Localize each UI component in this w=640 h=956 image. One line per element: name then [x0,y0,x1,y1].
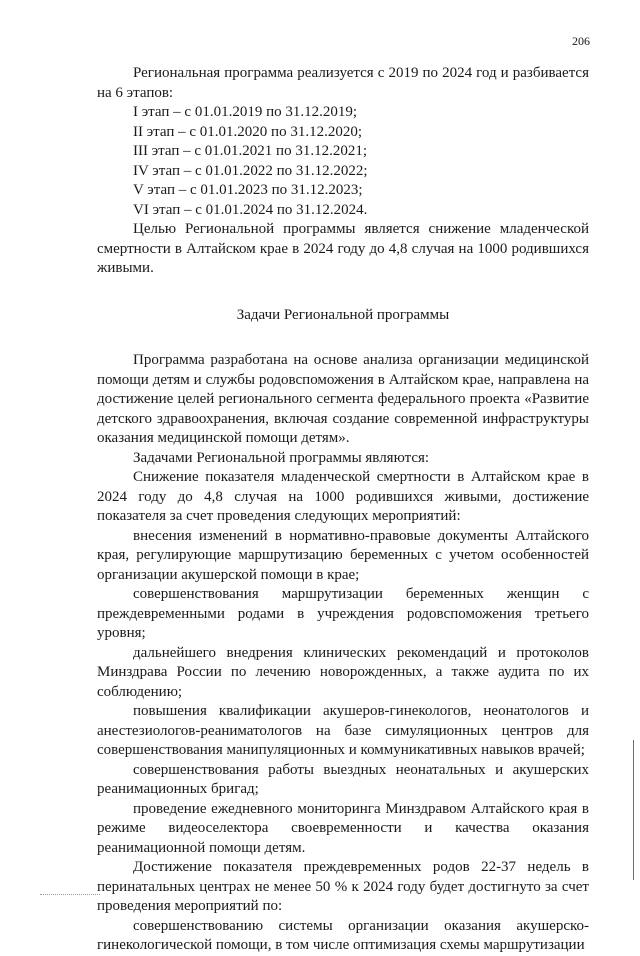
intro-paragraph: Региональная программа реализуется с 2019 по 2024 год и разбивается на 6 этапов: [97,65,589,101]
body-paragraph: совершенствования маршрутизации беременных женщин с преждевременными родами в учреждения родовспоможения третьего уровня; [97,586,589,641]
body-paragraph: совершенствования работы выездных неонатальных и акушерских реанимационных бригад; [97,761,589,797]
scan-dots [40,892,100,895]
body-paragraph: Достижение показателя преждевременных родов 22-37 недель в перинатальных центрах не менее 50 % к 2024 году будет достигнуто за счет проведения мероприятий по: [97,859,589,914]
body-paragraph: Программа разработана на основе анализа организации медицинской помощи детям и службы родовспоможения в Алтайском крае, направлена на достижение целей регионального сегмента федерального проекта «Развитие детского здравоохранения, включая создание современной инфраструктуры оказания медицинской помощи детям». [97,352,589,446]
page-number: 206 [572,34,590,48]
stage-item: VI этап – с 01.01.2024 по 31.12.2024. [133,201,368,218]
body-paragraph: проведение ежедневного мониторинга Минздравом Алтайского края в режиме видеоселектора своевременности и качества оказания реанимационной помощи детям. [97,800,589,856]
scan-edge-mark [633,740,634,880]
body-paragraph: повышения квалификации акушеров-гинекологов, неонатологов и анестезиологов-реаниматологов на базе симуляционных центров для совершенствования манипуляционных и коммуникативных навыков врачей; [97,703,589,758]
goal-paragraph: Целью Региональной программы является снижение младенческой смертности в Алтайском крае в 2024 году до 4,8 случая на 1000 родившихся живыми. [97,221,589,276]
body-paragraph: дальнейшего внедрения клинических рекомендаций и протоколов Минздрава России по лечению новорожденных, а также аудита по их соблюдению; [97,644,589,700]
stage-item: IV этап – с 01.01.2022 по 31.12.2022; [133,162,368,179]
body-paragraph: внесения изменений в нормативно-правовые документы Алтайского края, регулирующие маршрутизацию беременных с учетом особенностей организации акушерской помощи в крае; [97,527,589,583]
stage-item: V этап – с 01.01.2023 по 31.12.2023; [133,182,363,198]
stage-item: I этап – с 01.01.2019 по 31.12.2019; [133,104,358,120]
document-body [97,64,589,956]
body-paragraph: Снижение показателя младенческой смертности в Алтайском крае в 2024 году до 4,8 случая на 1000 родившихся живыми, достижение показателя за счет проведения следующих мероприятий: [97,469,589,524]
stage-item: II этап – с 01.01.2020 по 31.12.2020; [133,123,363,140]
body-paragraph: совершенствованию системы организации оказания акушерско-гинекологической помощи, в том числе оптимизация схемы маршрутизации [97,917,589,953]
section-title: Задачи Региональной программы [236,306,450,323]
stages-list [97,103,589,220]
body-paragraph: Задачами Региональной программы являются: [133,449,430,466]
stage-item: III этап – с 01.01.2021 по 31.12.2021; [133,143,368,159]
